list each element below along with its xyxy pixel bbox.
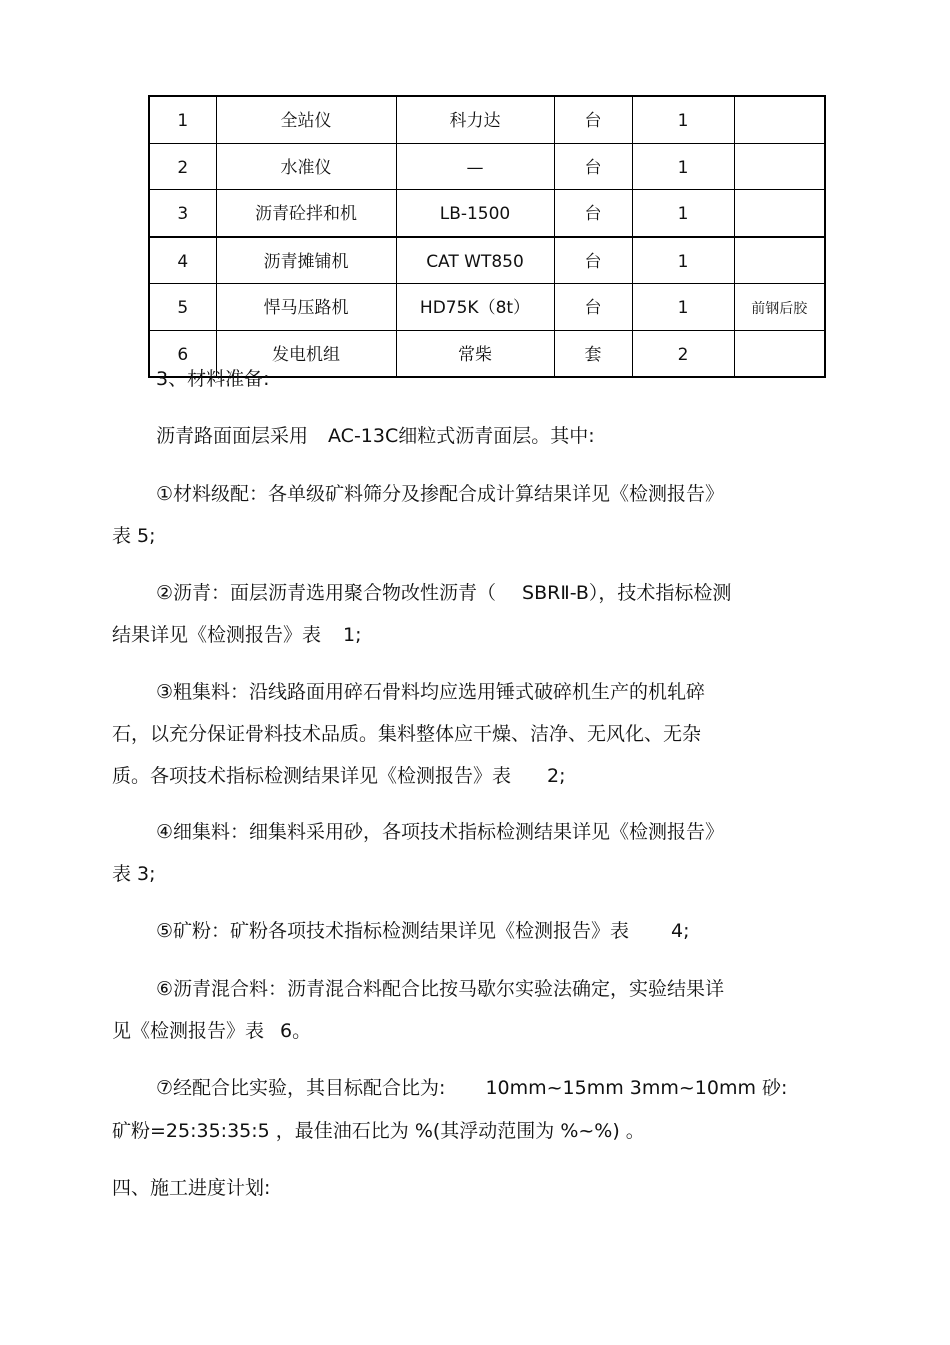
cell-qty: 1 <box>632 190 734 237</box>
paragraph-line <box>156 584 731 603</box>
cell-no: 5 <box>149 284 216 331</box>
cell-unit: 台 <box>554 190 632 237</box>
text-span: 2; <box>547 765 566 787</box>
cell-qty: 2 <box>632 330 734 377</box>
paragraph-intro <box>156 427 595 446</box>
cell-unit: 台 <box>554 143 632 190</box>
cell-no: 2 <box>149 143 216 190</box>
equipment-table <box>148 95 826 378</box>
cell-remark <box>734 96 825 143</box>
text-span: ⑤矿粉：矿粉各项技术指标检测结果详见《检测报告》表 <box>156 920 630 942</box>
table-row <box>149 284 825 331</box>
table-row <box>149 190 825 237</box>
text-span: SBRⅡ-B），技术指标检测 <box>522 582 732 604</box>
paragraph-line <box>112 626 362 645</box>
text-span: 结果详见《检测报告》表 <box>112 624 322 646</box>
text-span: 10mm~15mm 3mm~10mm 砂: <box>485 1077 788 1099</box>
text-span: 6。 <box>280 1020 312 1042</box>
cell-qty: 1 <box>632 143 734 190</box>
paragraph-line: ①材料级配：各单级矿料筛分及掺配合成计算结果详见《检测报告》 <box>156 483 725 505</box>
text-span: ⑦经配合比实验，其目标配合比为: <box>156 1077 446 1099</box>
cell-model: 科力达 <box>396 96 554 143</box>
cell-name: 水准仪 <box>216 143 396 190</box>
paragraph-line <box>156 1079 787 1098</box>
cell-name: 沥青摊铺机 <box>216 237 396 284</box>
cell-qty: 1 <box>632 96 734 143</box>
table-row <box>149 237 825 284</box>
cell-remark: 前钢后胶 <box>734 284 825 331</box>
cell-no: 3 <box>149 190 216 237</box>
text-span: 质。各项技术指标检测结果详见《检测报告》表 <box>112 765 512 787</box>
cell-remark <box>734 190 825 237</box>
cell-name: 悍马压路机 <box>216 284 396 331</box>
cell-qty: 1 <box>632 237 734 284</box>
cell-name: 沥青砼拌和机 <box>216 190 396 237</box>
table-row <box>149 143 825 190</box>
cell-model: LB-1500 <box>396 190 554 237</box>
paragraph-line <box>112 767 566 786</box>
text-span: 见《检测报告》表 <box>112 1020 265 1042</box>
cell-no: 1 <box>149 96 216 143</box>
cell-name: 发电机组 <box>216 330 396 377</box>
cell-no: 4 <box>149 237 216 284</box>
cell-unit: 台 <box>554 237 632 284</box>
cell-name: 全站仪 <box>216 96 396 143</box>
text-span: ②沥青：面层沥青选用聚合物改性沥青（ <box>156 582 497 604</box>
cell-qty: 1 <box>632 284 734 331</box>
section-heading-schedule: 四、施工进度计划: <box>112 1177 271 1199</box>
paragraph-line <box>156 922 690 941</box>
cell-no: 6 <box>149 330 216 377</box>
cell-model: CAT WT850 <box>396 237 554 284</box>
cell-model: 常柴 <box>396 330 554 377</box>
paragraph-line: ④细集料：细集料采用砂，各项技术指标检测结果详见《检测报告》 <box>156 821 725 843</box>
cell-unit: 台 <box>554 284 632 331</box>
cell-model: HD75K（8t） <box>396 284 554 331</box>
table-row <box>149 96 825 143</box>
cell-unit: 套 <box>554 330 632 377</box>
section-heading-materials: 3、材料准备: <box>156 368 270 390</box>
text-span: AC-13C细粒式沥青面层。其中: <box>328 425 595 447</box>
paragraph-line <box>112 1022 311 1041</box>
cell-remark <box>734 143 825 190</box>
text-span: 4; <box>671 920 690 942</box>
paragraph-line: 表 3; <box>112 863 156 885</box>
text-span: 1; <box>343 624 362 646</box>
paragraph-line: 表 5; <box>112 525 156 547</box>
paragraph-line: ⑥沥青混合料：沥青混合料配合比按马歇尔实验法确定，实验结果详 <box>156 978 725 1000</box>
text-span: 沥青路面面层采用 <box>156 425 309 447</box>
cell-remark <box>734 237 825 284</box>
paragraph-line: 矿粉=25:35:35:5 ，最佳油石比为 %(其浮动范围为 %~%) 。 <box>112 1120 645 1142</box>
cell-model: — <box>396 143 554 190</box>
paragraph-line: ③粗集料：沿线路面用碎石骨料均应选用锤式破碎机生产的机轧碎 <box>156 681 706 703</box>
cell-unit: 台 <box>554 96 632 143</box>
paragraph-line: 石，以充分保证骨料技术品质。集料整体应干燥、洁净、无风化、无杂 <box>112 723 702 745</box>
cell-remark <box>734 330 825 377</box>
